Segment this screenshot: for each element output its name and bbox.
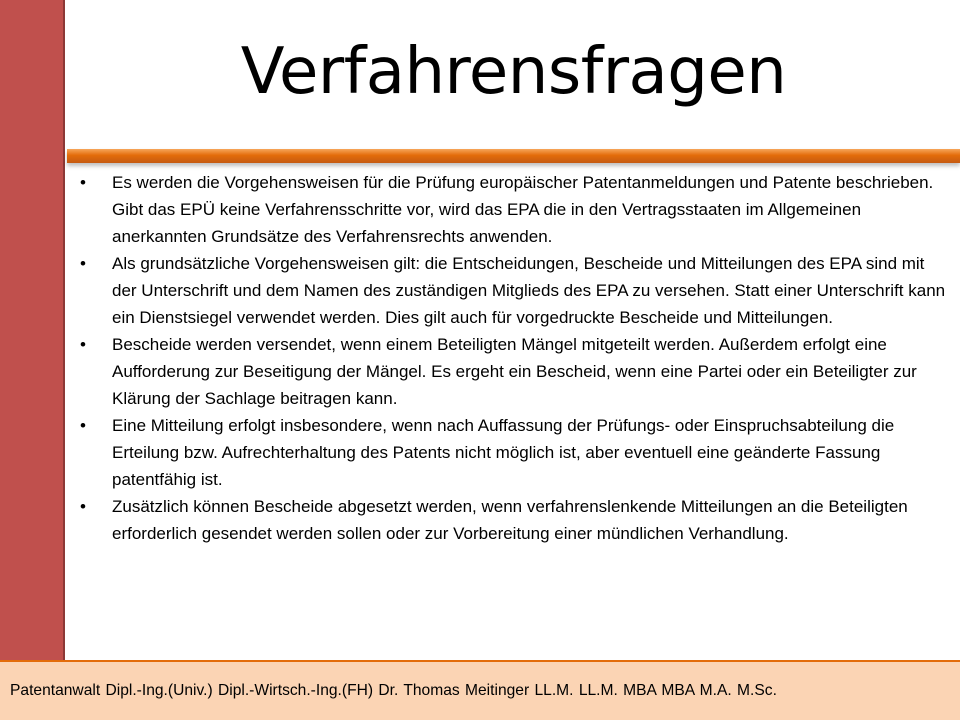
bullet-item <box>80 169 948 250</box>
title-divider <box>67 149 960 163</box>
bullet-text: Als grundsätzliche Vorgehensweisen gilt: die Entscheidungen, Bescheide und Mitteilungen des EPA sind mit der Unterschrift und dem Namen des zuständigen Mitglieds des EPA zu versehen. Statt einer Unterschrift kann ein Dienstsiegel verwendet werden. Dies gilt auch für vorgedruckte Bescheide und Mitteilungen. <box>112 254 946 327</box>
bullet-text: Bescheide werden versendet, wenn einem Beteiligten Mängel mitgeteilt werden. Außerdem erfolgt eine Aufforderung zur Beseitigung der Mängel. Es ergeht ein Bescheid, wenn eine Partei oder ein Beteiligter zur Klärung der Sachlage beitragen kann. <box>112 335 917 408</box>
bullet-item <box>80 412 948 493</box>
bullet-icon: • <box>80 335 86 354</box>
bullet-item <box>80 493 948 547</box>
bullet-list <box>80 169 948 547</box>
bullet-text: Zusätzlich können Bescheide abgesetzt werden, wenn verfahrenslenkende Mitteilungen an die Beteiligten erforderlich gesendet werden sollen oder zur Vorbereitung einer mündlichen Verhandlung. <box>112 497 908 543</box>
footer-bar <box>0 660 960 720</box>
bullet-text: Es werden die Vorgehensweisen für die Prüfung europäischer Patentanmeldungen und Patente beschrieben. Gibt das EPÜ keine Verfahrensschritte vor, wird das EPA die in den Vertragsstaaten im Allgemeinen anerkannten Grundsätze des Verfahrensrechts anwenden. <box>112 173 934 246</box>
bullet-item <box>80 331 948 412</box>
bullet-icon: • <box>80 254 86 273</box>
left-accent-bar <box>0 0 65 660</box>
footer-author-line: Patentanwalt Dipl.-Ing.(Univ.) Dipl.-Wirtsch.-Ing.(FH) Dr. Thomas Meitinger LL.M. LL.M. MBA MBA M.A. M.Sc. <box>10 682 777 699</box>
bullet-item <box>80 250 948 331</box>
bullet-icon: • <box>80 173 86 192</box>
bullet-text: Eine Mitteilung erfolgt insbesondere, wenn nach Auffassung der Prüfungs- oder Einspruchsabteilung die Erteilung bzw. Aufrechterhaltung des Patents nicht möglich ist, aber eventuell eine geänderte Fassung patentfähig ist. <box>112 416 895 489</box>
slide-title: Verfahrensfragen <box>240 35 787 109</box>
bullet-icon: • <box>80 497 86 516</box>
slide-content <box>80 169 948 547</box>
bullet-icon: • <box>80 416 86 435</box>
